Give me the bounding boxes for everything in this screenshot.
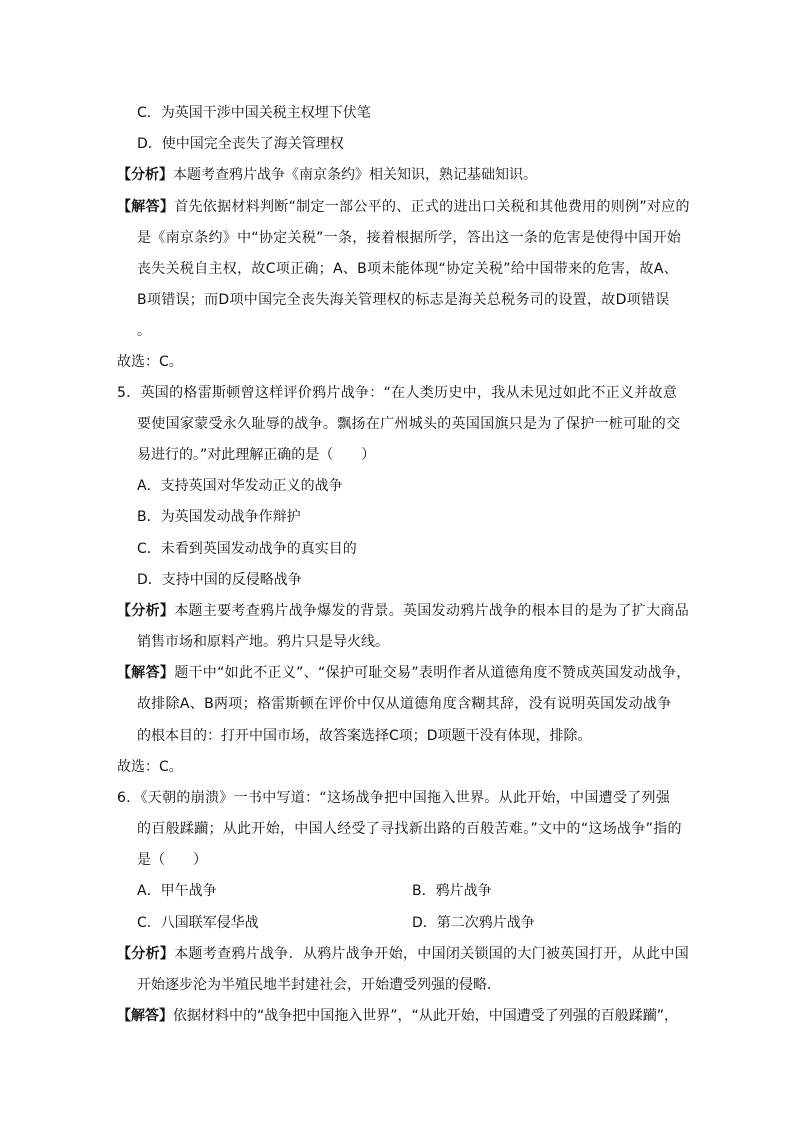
q6-solution: [117, 1006, 678, 1026]
q6-stem-line-3: 是（ ）: [137, 852, 207, 868]
q5-solution-line-3: 的根本目的：打开中国市场，故答案选择C项；D项题干没有体现，排除。: [137, 728, 592, 744]
solution-tag: 【解答】: [117, 665, 175, 681]
q5-solution: [117, 663, 691, 683]
prev-solution-line-2: 是《南京条约》中“协定关税”一条，接着根据所学，答出这一条的危害是使得中国开始: [137, 230, 682, 246]
solution-text: 题干中“如此不正义”、“保护可耻交易”表明作者从道德角度不赞成英国发动战争，: [174, 665, 691, 681]
prev-solution-line-5: 。: [137, 323, 151, 339]
q6-option-d: D．第二次鸦片战争: [412, 915, 535, 931]
q5-analysis: [117, 601, 689, 621]
q5-stem: 5．英国的格雷斯顿曾这样评价鸦片战争：“在人类历史中，我从未见过如此不正义并故意: [117, 385, 678, 401]
solution-text: 首先依据材料判断“制定一部公平的、正式的进出口关税和其他费用的则例”对应的: [174, 199, 690, 215]
prev-solution-line-3: 丧失关税自主权，故C项正确；A、B项未能体现“协定关税”给中国带来的危害，故A、: [137, 261, 679, 277]
prev-answer: 故选：C。: [117, 354, 183, 370]
analysis-tag: 【分析】: [117, 946, 175, 962]
q5-stem-line-3: 易进行的。”对此理解正确的是（ ）: [137, 447, 376, 463]
solution-text: 依据材料中的“战争把中国拖入世界”，“从此开始，中国遭受了列强的百般蹂躏”，: [173, 1008, 679, 1024]
analysis-text: 本题考查鸦片战争．从鸦片战争开始，中国闭关锁国的大门被英国打开，从此中国: [174, 946, 690, 962]
q6-stem: 6．《天朝的崩溃》一书中写道：“这场战争把中国拖入世界。从此开始，中国遭受了列强: [117, 790, 671, 806]
solution-tag: 【解答】: [117, 1008, 173, 1024]
q5-analysis-line-2: 销售市场和原料产地。鸦片只是导火线。: [137, 634, 389, 650]
prev-solution: [117, 197, 690, 217]
analysis-text: 本题主要考查鸦片战争爆发的背景。英国发动鸦片战争的根本目的是为了扩大商品: [174, 603, 690, 619]
q5-option-b: B．为英国发动战争作辩护: [137, 509, 301, 525]
solution-tag: 【解答】: [117, 199, 175, 215]
q6-option-c: C．八国联军侵华战: [137, 915, 259, 931]
prev-option-d: D．使中国完全丧失了海关管理权: [137, 136, 344, 152]
q6-analysis-line-2: 开始逐步沦为半殖民地半封建社会，开始遭受列强的侵略．: [137, 977, 501, 993]
q5-solution-line-2: 故排除A、B两项；格雷斯顿在评价中仅从道德角度含糊其辞，没有说明英国发动战争: [137, 696, 672, 712]
q6-analysis: [117, 944, 689, 964]
analysis-tag: 【分析】: [117, 167, 173, 183]
q5-option-d: D．支持中国的反侵略战争: [137, 572, 302, 588]
prev-solution-line-4: B项错误；而D项中国完全丧失海关管理权的标志是海关总税务司的设置，故D项错误: [137, 292, 670, 308]
prev-option-c: C．为英国干涉中国关税主权埋下伏笔: [137, 105, 371, 121]
prev-analysis: [117, 165, 537, 185]
q5-option-a: A．支持英国对华发动正义的战争: [137, 478, 343, 494]
q5-answer: 故选：C。: [117, 759, 183, 775]
q6-option-b: B．鸦片战争: [412, 883, 492, 899]
q5-option-c: C．未看到英国发动战争的真实目的: [137, 541, 357, 557]
q6-option-a: A．甲午战争: [137, 883, 217, 899]
analysis-tag: 【分析】: [117, 603, 175, 619]
q5-stem-line-2: 要使国家蒙受永久耻辱的战争。飘扬在广州城头的英国国旗只是为了保护一桩可耻的交: [137, 416, 681, 432]
q6-stem-line-2: 的百般蹂躏；从此开始，中国人经受了寻找新出路的百般苦难。”文中的“这场战争”指的: [137, 821, 682, 837]
analysis-text: 本题考查鸦片战争《南京条约》相关知识，熟记基础知识。: [173, 167, 537, 183]
